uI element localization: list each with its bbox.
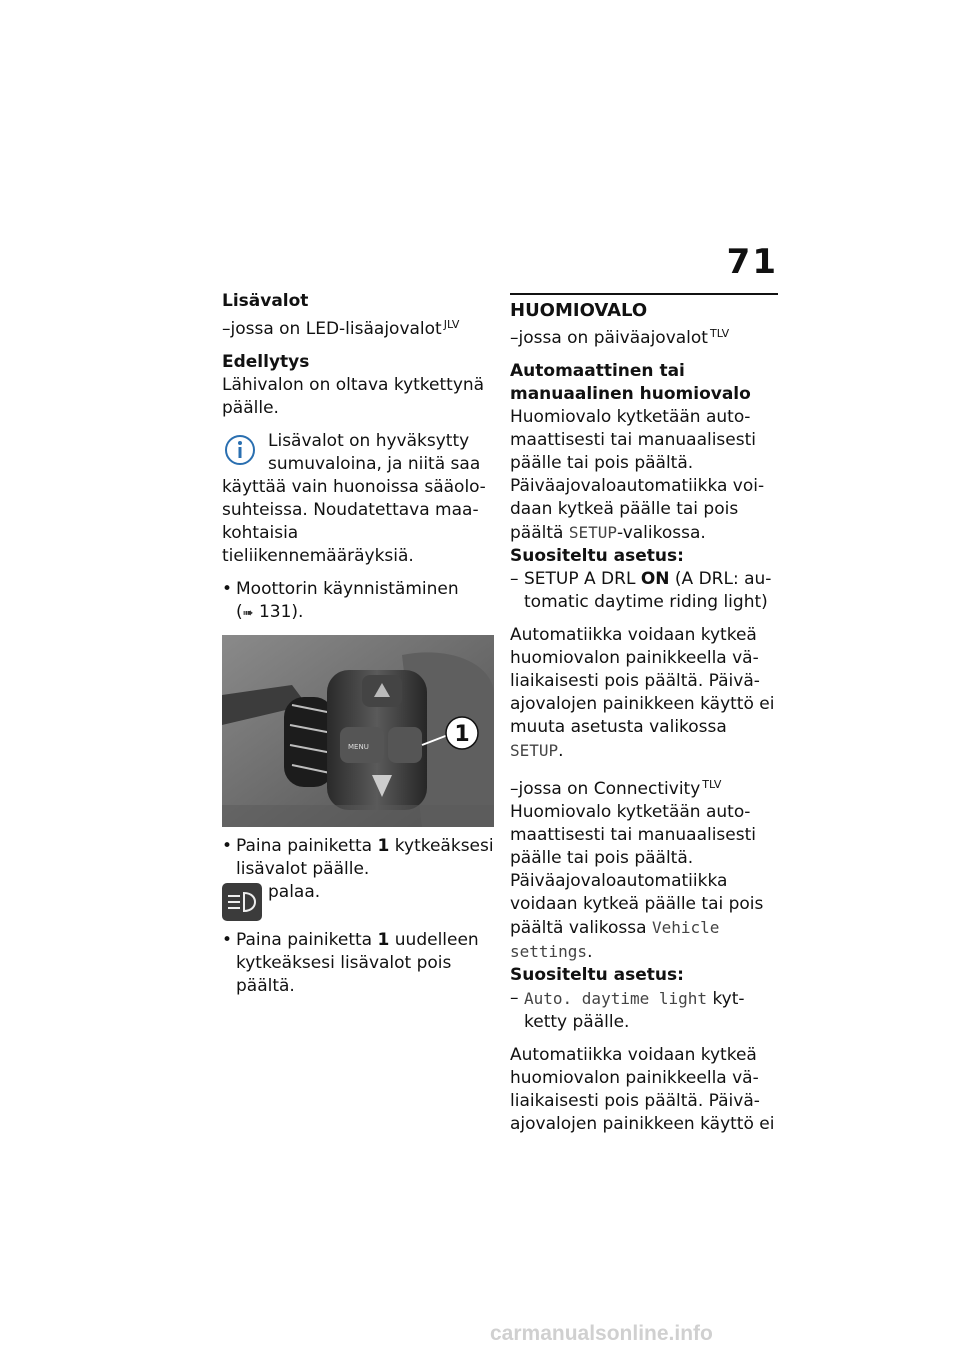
list-item: – SETUP A DRL ON (A DRL: automatic daytime riding light) xyxy=(510,569,772,612)
model-line: –jossa on LED-lisäajovalot $^{JLV}$ xyxy=(222,318,460,339)
info-icon xyxy=(224,434,256,466)
note-first: Lisävalot on hyväksytty sumuvaloina, ja niitä saa xyxy=(268,431,481,474)
info-note xyxy=(222,430,494,568)
model-line: –jossa on Connectivity $^{TLV}$ xyxy=(510,778,722,799)
recommended-heading: Suositeltu asetus: xyxy=(510,546,684,566)
paragraph: Automatiikka voidaan kytkeä huomiovalon painikkeella väliaikaisesti pois päältä. Päiväajovalojen painikkeen käyttö ei muuta asetusta valikossa SETUP. xyxy=(510,625,775,761)
page-number: 71 xyxy=(726,242,778,282)
sub-heading: Automaattinen tai manuaalinen huomiovalo xyxy=(510,361,751,404)
note-rest: käyttää vain huonoissa sääolosuhteissa. Noudatettava maakohtaisia tieliikennemääräyksiä. xyxy=(222,477,486,566)
section-heading: HUOMIOVALO xyxy=(510,300,648,321)
list-item: • Paina painiketta 1 kytkeäksesi lisävalot päälle. xyxy=(222,836,494,879)
list-item: – Auto. daytime light kytketty päälle. xyxy=(510,988,745,1032)
indicator-row xyxy=(222,881,494,923)
watermark[interactable]: carmanualsonline.info xyxy=(490,1322,713,1345)
list-item: • Moottorin käynnistäminen (➠ 131). xyxy=(222,578,494,625)
left-column xyxy=(222,290,494,998)
reference-arrow-icon: ➠ xyxy=(242,606,254,621)
list-item: • Paina painiketta 1 uudelleen kytkeäksesi lisävalot pois päältä. xyxy=(222,930,479,996)
page-reference[interactable]: 131). xyxy=(258,602,304,622)
paragraph: Automatiikka voidaan kytkeä huomiovalon painikkeella väliaikaisesti pois päältä. Päiväajovalojen painikkeen käyttö ei xyxy=(510,1045,775,1134)
paragraph: Huomiovalo kytketään automaattisesti tai manuaalisesti päälle tai pois päältä. Päiväajovaloautomatiikka voidaan kytkeä päälle tai pois päältä SETUP-valikossa. xyxy=(510,407,765,543)
model-line: –jossa on päiväajovalot $^{TLV}$ xyxy=(510,327,730,348)
callout-number: 1 xyxy=(454,722,470,747)
prereq-text: Lähivalon on oltava kytkettynä päälle. xyxy=(222,375,485,418)
section-rule xyxy=(510,293,778,322)
paragraph: Huomiovalo kytketään automaattisesti tai manuaalisesti päälle tai pois päältä. Päiväajovaloautomatiikka voidaan kytkeä päälle tai pois päältä valikossa Vehicle settings. xyxy=(510,802,764,962)
prereq-heading: Edellytys xyxy=(222,352,310,372)
indicator-text: palaa. xyxy=(268,882,321,902)
recommended-heading: Suositeltu asetus: xyxy=(510,965,684,985)
fog-light-indicator-icon xyxy=(222,883,262,921)
svg-text:MENU: MENU xyxy=(348,743,369,751)
section-heading: Lisävalot xyxy=(222,291,309,311)
handlebar-switch-photo xyxy=(222,635,494,827)
right-column xyxy=(510,290,778,1136)
